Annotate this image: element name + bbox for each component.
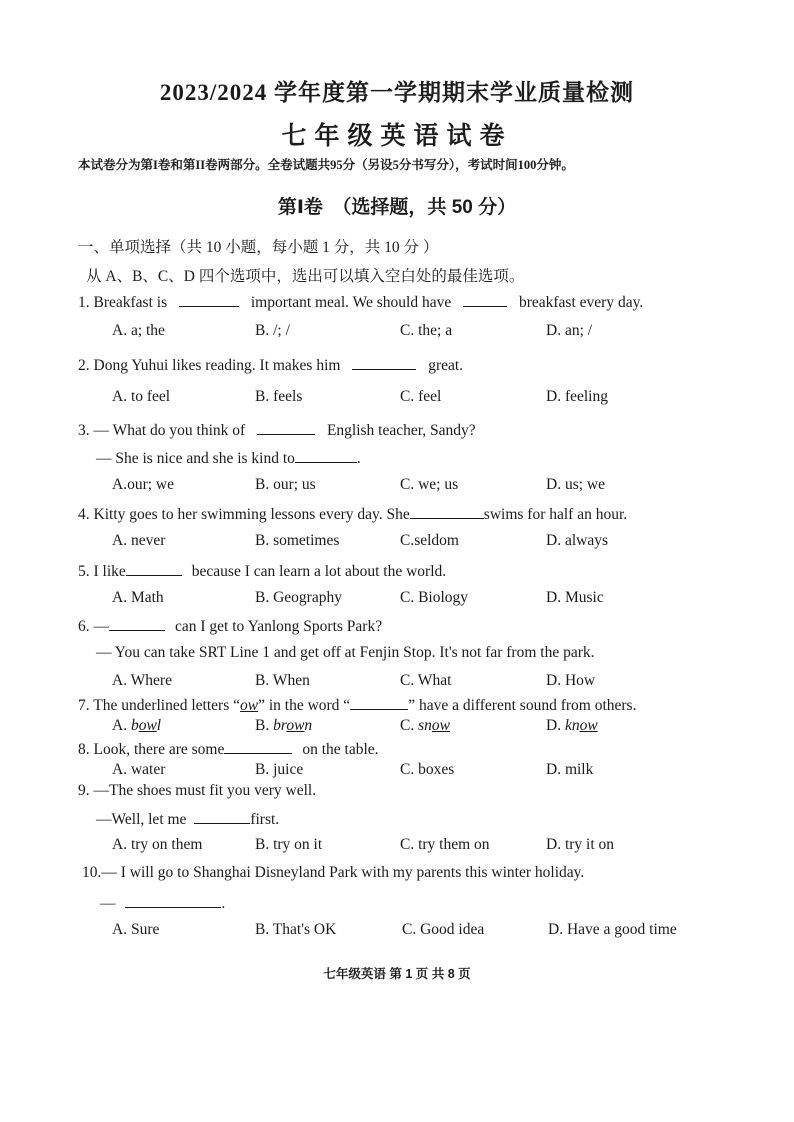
option: C.seldom [400,532,459,549]
underlined-letters: ow [239,697,259,714]
option: A. try on them [112,836,203,853]
option [546,717,598,735]
question-text: on the table. [302,741,379,758]
option: D. feeling [546,388,608,405]
answer-blank [257,420,315,435]
question-text: — [100,895,116,912]
option: A. Math [112,589,164,606]
option: D. Have a good time [548,921,677,938]
option-letter: A. [112,717,128,734]
option: B. sometimes [255,532,340,549]
option: D. an; / [546,322,593,339]
option: B. /; / [255,322,290,339]
option: B. our; us [255,476,316,493]
answer-blank [194,809,250,824]
question-text: 2. Dong Yuhui likes reading. It makes him [78,357,341,374]
option-word: bowl [130,717,162,734]
question-text: 1. Breakfast is [78,294,168,311]
answer-blank [352,355,416,370]
option: C. Biology [400,589,469,606]
option: C. What [400,672,452,689]
option: B. feels [255,388,303,405]
option: C. try them on [400,836,490,853]
answer-blank [179,292,239,307]
exam-intro: 本试卷分为第I卷和第II卷两部分。全卷试题共95分（另设5分书写分），考试时间100分钟。 [78,158,574,172]
option: A. never [112,532,166,549]
option: A. water [112,761,166,778]
option: A. Where [112,672,172,689]
question-text: great. [428,357,464,374]
option [255,717,312,735]
option [112,717,161,735]
question-text: important meal. We should have [250,294,452,311]
page-footer: 七年级英语 第 1 页 共 8 页 [323,967,471,981]
question-text: ” in the word “ [258,697,351,714]
option: B. That's OK [255,921,337,938]
option: D. always [546,532,608,549]
question-6-reply: — You can take SRT Line 1 and get off at Fenjin Stop. It's not far from the park. [96,644,595,661]
question-9: 9. —The shoes must fit you very well. [78,782,317,799]
option-letter: C. [400,717,415,734]
option: A. to feel [112,388,171,405]
question-text: 4. Kitty goes to her swimming lessons every day. She [78,506,410,523]
part1-instruction: 从 A、B、C、D 四个选项中，选出可以填入空白处的最佳选项。 [86,268,525,285]
option-word: snow [418,717,450,734]
answer-blank [109,616,165,631]
question-text: breakfast every day. [518,294,644,311]
question-text: ” have a different sound from others. [408,697,637,714]
question-text: because I can learn a lot about the world. [191,563,447,580]
option: C. the; a [400,322,453,339]
option: D. How [546,672,596,689]
question-text: . [356,450,361,467]
option: C. Good idea [402,921,485,938]
option: A.our; we [112,476,174,493]
question-text: swims for half an hour. [483,506,628,523]
option-letter: B. [255,717,270,734]
option: D. us; we [546,476,605,493]
question-10: 10.— I will go to Shanghai Disneyland Park with my parents this winter holiday. [82,864,585,881]
question-text: English teacher, Sandy? [326,422,476,439]
question-3-reply [96,448,361,468]
option: A. Sure [112,921,160,938]
option: A. a; the [112,322,165,339]
option-word: brown [273,717,313,734]
option: B. try on it [255,836,323,853]
option: D. try it on [546,836,615,853]
option-word: know [564,717,598,734]
option: D. milk [546,761,594,778]
question-6 [78,616,382,636]
option-letter: D. [546,717,562,734]
question-text: 8. Look, there are some [78,741,225,758]
question-2 [78,355,463,375]
option: C. boxes [400,761,455,778]
answer-blank [295,448,357,463]
question-text: — She is nice and she is kind to [96,450,295,467]
question-8 [78,739,379,759]
exam-title: 2023/2024 学年度第一学期期末学业质量检测 [159,80,635,105]
question-text: 7. The underlined letters “ [78,697,240,714]
question-text: 3. — What do you think of [78,422,246,439]
question-text: —Well, let me [96,811,187,828]
question-7 [78,695,636,715]
question-5 [78,561,446,581]
answer-blank [410,504,484,519]
option [400,717,450,735]
question-1 [78,292,643,312]
answer-blank [125,893,221,908]
option: C. feel [400,388,442,405]
answer-blank [350,695,408,710]
question-text: 6. — [78,618,109,635]
answer-blank [126,561,182,576]
question-3 [78,420,476,440]
option: B. When [255,672,310,689]
answer-blank [224,739,292,754]
question-text: 5. I like [78,563,126,580]
part1-heading: 一、单项选择（共 10 小题，每小题 1 分，共 10 分 ） [78,239,439,256]
option: B. juice [255,761,304,778]
exam-subtitle: 七年级英语试卷 [281,123,513,150]
question-9-reply [96,809,279,829]
question-text: first. [250,811,280,828]
answer-blank [463,292,507,307]
question-10-reply [100,893,225,913]
option: C. we; us [400,476,459,493]
question-text: can I get to Yanlong Sports Park? [175,618,383,635]
option: B. Geography [255,589,342,606]
question-text: . [221,895,226,912]
section-title: 第Ⅰ卷 （选择题，共 50 分） [277,197,517,218]
question-4 [78,504,627,524]
option: D. Music [546,589,604,606]
